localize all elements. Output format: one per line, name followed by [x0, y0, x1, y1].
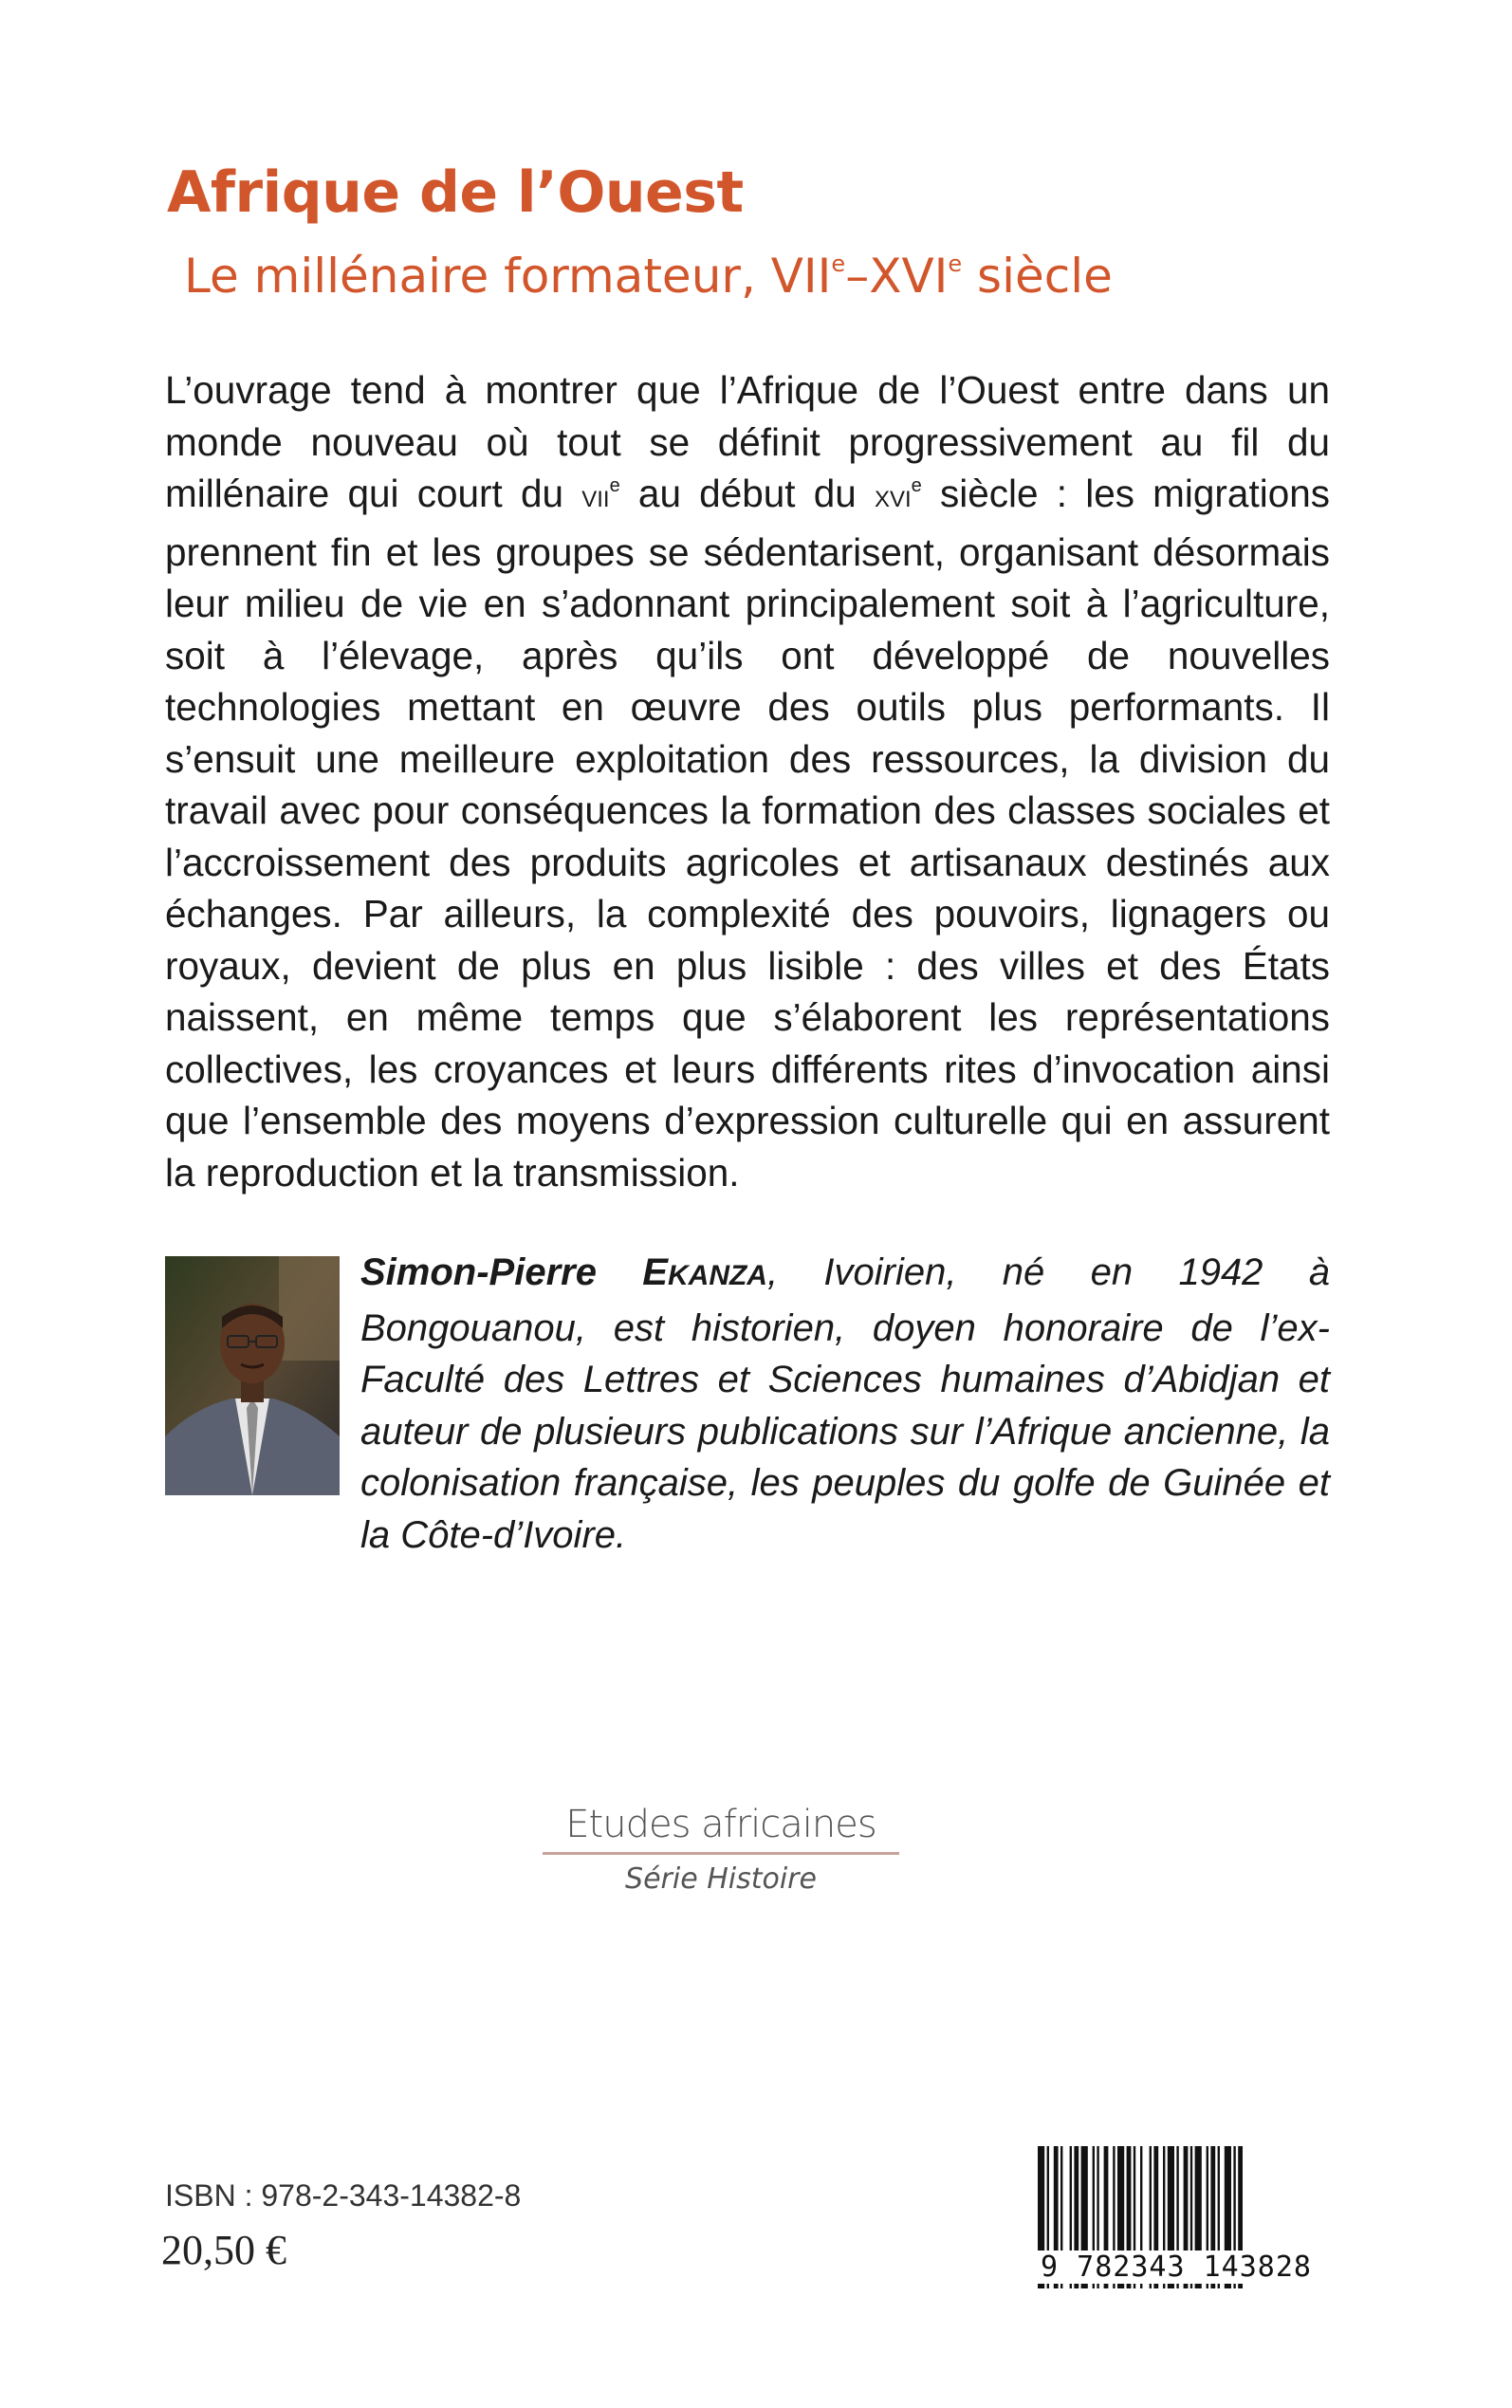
author-photo [165, 1256, 340, 1495]
price-label: 20,50 € [161, 2227, 286, 2273]
book-subtitle: Le millénaire formateur, VIIe–XVIe siècle [184, 249, 1113, 304]
author-bio: Simon-Pierre EKANZA, Ivoirien, né en 1942 à Bongouanou, est historien, doyen honoraire de l’ex-Faculté des Lettres et Sciences humaines d’Abidjan et auteur de plusieurs publications sur l’Afrique ancienne, la colonisation française, les peuples du golfe de Guinée et la Côte-d’Ivoire. [360, 1251, 1331, 1556]
series-block [531, 1803, 911, 1896]
series-subseries: Série Histoire [625, 1862, 817, 1896]
barcode-digits: 9 782343 143828 [1034, 2251, 1318, 2284]
book-summary: L’ouvrage tend à montrer que l’Afrique de l’Ouest entre dans un monde nouveau où tout se définit progressivement au fil du millénaire qui court du VIIe au début du XVIe siècle : les migrations prennent fin et les groupes se sédentarisent, organisant désormais leur milieu de vie en s’adonnant principalement soit à l’agriculture, soit à l’élevage, après qu’ils ont développé de nouvelles technologies mettant en œuvre des outils plus performants. Il s’ensuit une meilleure exploitation des ressources, la division du travail avec pour conséquences la formation des classes sociales et l’accroissement des produits agricoles et artisanaux destinés aux échanges. Par ailleurs, la complexité des pouvoirs, lignagers ou royaux, devient de plus en plus lisible : des villes et des États naissent, en même temps que s’élaborent les représentations collectives, les croyances et leurs différents rites d’invocation ainsi que l’ensemble des moyens d’expression culturelle qui en assurent la reproduction et la transmission. [165, 368, 1330, 1195]
isbn-label: ISBN : 978-2-343-14382-8 [165, 2178, 522, 2213]
series-divider [543, 1852, 899, 1855]
book-title: Afrique de l’Ouest [167, 159, 744, 226]
series-name: Etudes africaines [565, 1803, 876, 1846]
